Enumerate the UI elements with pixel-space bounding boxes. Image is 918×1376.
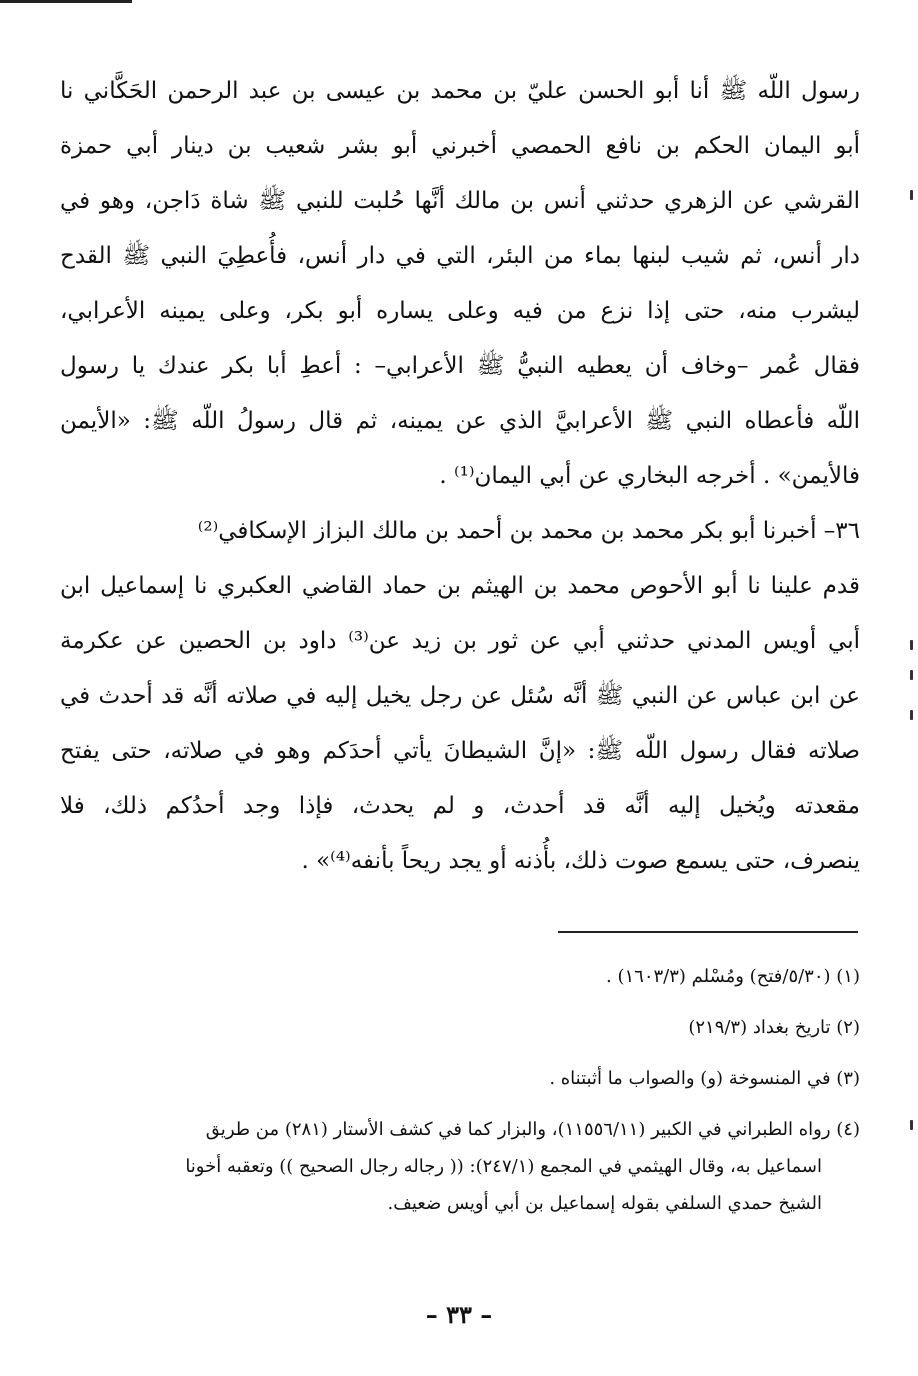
text-line: عن ابن عباس عن النبي ﷺ أنَّه سُئل عن رجل يخيل إليه في صلاته أنَّه قد أحدث في bbox=[60, 683, 860, 709]
margin-mark bbox=[910, 1120, 913, 1130]
text-line: مقعدته ويُخيل إليه أنَّه قد أحدث، و لم يحدث، فإذا وجد أحدُكم ذلك، فلا bbox=[60, 793, 860, 819]
text-line: أبي أويس المدني حدثني أبي عن ثور بن زيد عن⁽³⁾ داود بن الحصين عن عكرمة bbox=[60, 628, 860, 654]
margin-mark bbox=[910, 710, 913, 720]
text-line: صلاته فقال رسول اللّه ﷺ: «إنَّ الشيطانَ يأتي أحدَكم وهو في صلاته، حتى يفتح bbox=[60, 738, 860, 764]
footnote-line: اسماعيل به، وقال الهيثمي في المجمع (٢٤٧/١): (( رجاله رجال الصحيح )) وتعقبه أخونا bbox=[185, 1156, 822, 1177]
text-line: فقال عُمر –وخاف أن يعطيه النبيُّ ﷺ الأعرابي– : أعطِ أبا بكر عندك يا رسول bbox=[60, 353, 860, 379]
footnote-separator bbox=[558, 931, 858, 933]
footnotes-section bbox=[60, 958, 860, 1222]
footnote-line: الشيخ حمدي السلفي بقوله إسماعيل بن أبي أويس ضعيف. bbox=[387, 1193, 822, 1214]
text-line: ينصرف، حتى يسمع صوت ذلك، بأُذنه أو يجد ريحاً بأنفه⁽⁴⁾» . bbox=[301, 848, 860, 874]
footnote-line: (١) (٥/٣٠/فتح) ومُسْلم (١٦٠٣/٣) . bbox=[606, 966, 860, 987]
text-line: فالأيمن» . أخرجه البخاري عن أبي اليمان⁽¹⁾ . bbox=[439, 463, 860, 489]
text-line: رسول اللّه ﷺ أنا أبو الحسن عليّ بن محمد بن عيسى بن عبد الرحمن الحَكَّاني نا bbox=[60, 78, 860, 104]
top-edge-rule bbox=[0, 0, 132, 3]
footnote-line: (٢) تاريخ بغداد (٢١٩/٣) bbox=[688, 1017, 860, 1038]
margin-mark bbox=[910, 190, 913, 200]
main-text-body bbox=[60, 64, 860, 889]
footnote-line: (٤) رواه الطبراني في الكبير (١١٥٥٦/١١)، والبزار كما في كشف الأستار (٢٨١) من طريق bbox=[205, 1119, 860, 1140]
margin-mark bbox=[910, 670, 913, 680]
text-line: قدم علينا نا أبو الأحوص محمد بن الهيثم بن حماد القاضي العكبري نا إسماعيل ابن bbox=[60, 573, 860, 599]
text-line: دار أنس، ثم شيب لبنها بماء من البئر، التي في دار أنس، فأُعطِيَ النبي ﷺ القدح bbox=[60, 243, 860, 269]
text-line: اللّه فأعطاه النبي ﷺ الأعرابيَّ الذي عن يمينه، ثم قال رسولُ اللّه ﷺ: «الأيمن bbox=[60, 408, 860, 434]
text-line: القرشي عن الزهري حدثني أنس بن مالك أنَّها حُلبت للنبي ﷺ شاة دَاجن، وهو في bbox=[60, 188, 860, 214]
text-line: ليشرب منه، حتى إذا نزع من فيه وعلى يساره أبو بكر، وعلى يمينه الأعرابي، bbox=[60, 298, 860, 324]
text-line: ٣٦– أخبرنا أبو بكر محمد بن محمد بن أحمد بن مالك البزاز الإسكافي⁽²⁾ bbox=[197, 518, 860, 544]
margin-mark bbox=[910, 640, 913, 650]
text-line: أبو اليمان الحكم بن نافع الحمصي أخبرني أبو بشر شعيب بن دينار أبي حمزة bbox=[60, 133, 860, 159]
page-number: – ٣٣ – bbox=[425, 1300, 493, 1329]
footnote-line: (٣) في المنسوخة (و) والصواب ما أثبتناه . bbox=[549, 1068, 860, 1089]
